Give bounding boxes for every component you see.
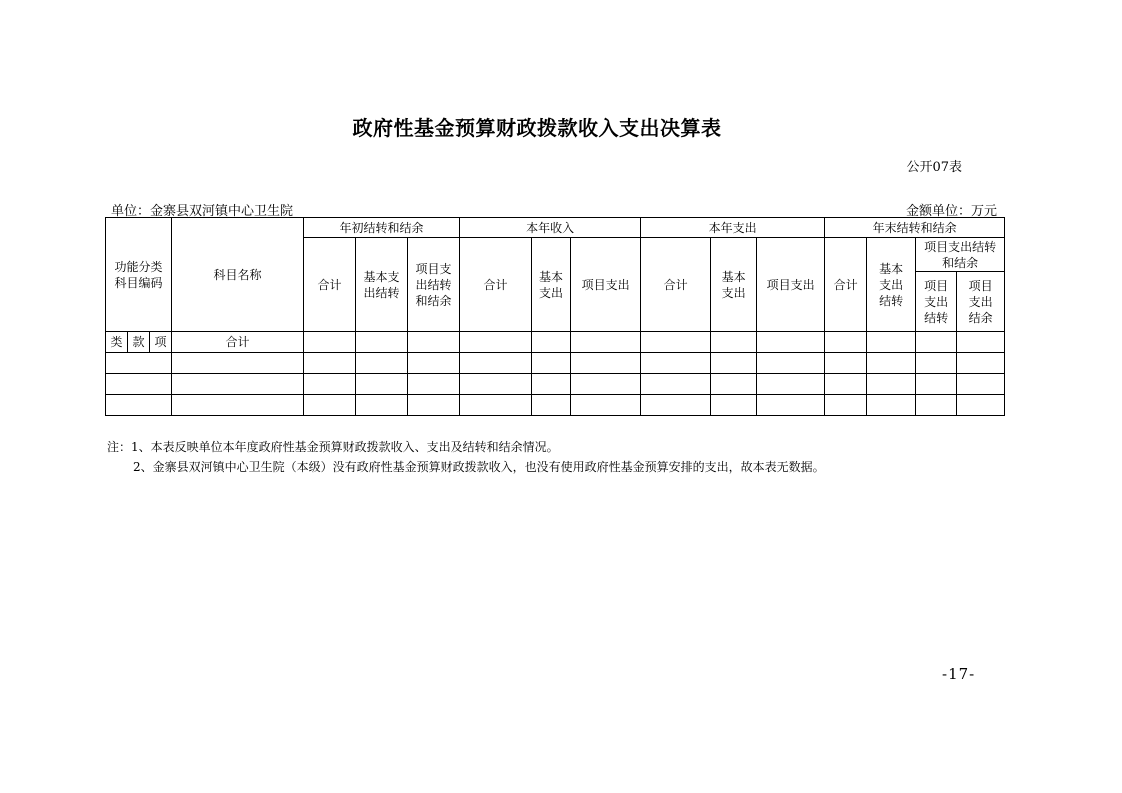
table-cell (408, 353, 460, 374)
table-cell (106, 353, 172, 374)
table-cell (304, 332, 356, 353)
table-cell (757, 374, 825, 395)
budget-table (105, 217, 1005, 416)
table-cell (172, 353, 304, 374)
table-cell (356, 332, 408, 353)
income-basic-header: 基本 支出 (532, 238, 571, 332)
table-cell (571, 374, 641, 395)
table-cell (408, 374, 460, 395)
empty-row (106, 395, 1005, 416)
table-cell (641, 353, 711, 374)
closing-project-carryover-header: 项目 支出 结转 (916, 272, 957, 332)
closing-project-balance-header: 项目 支出 结余 (957, 272, 1005, 332)
table-cell (460, 332, 532, 353)
table-cell (460, 353, 532, 374)
current-income-header: 本年收入 (460, 218, 641, 238)
table-cell (172, 374, 304, 395)
table-cell (916, 353, 957, 374)
table-cell (711, 332, 757, 353)
table-cell (304, 374, 356, 395)
table-cell (172, 395, 304, 416)
table-cell (711, 353, 757, 374)
table-cell (460, 374, 532, 395)
closing-basic-carryover-header: 基本 支出 结转 (867, 238, 916, 332)
table-cell (867, 374, 916, 395)
table-cell (825, 332, 867, 353)
table-cell (532, 353, 571, 374)
closing-balance-header: 年末结转和结余 (825, 218, 1005, 238)
income-total-header: 合计 (460, 238, 532, 332)
note-line-1: 注：1、本表反映单位本年度政府性基金预算财政拨款收入、支出及结转和结余情况。 (107, 440, 559, 454)
expenditure-basic-header: 基本 支出 (711, 238, 757, 332)
empty-row (106, 353, 1005, 374)
table-cell (825, 353, 867, 374)
empty-row (106, 374, 1005, 395)
table-cell (757, 353, 825, 374)
opening-project-carry-header: 项目支 出结转 和结余 (408, 238, 460, 332)
table-cell (106, 395, 172, 416)
table-cell (957, 353, 1005, 374)
table-cell (916, 395, 957, 416)
closing-project-carry-header: 项目支出结转 和结余 (916, 238, 1005, 272)
kuan-header: 款 (128, 332, 150, 353)
table-cell (916, 332, 957, 353)
table-cell (460, 395, 532, 416)
func-code-header: 功能分类 科目编码 (106, 218, 172, 332)
header-row-1 (106, 218, 1005, 238)
table-cell (957, 395, 1005, 416)
table-cell (304, 395, 356, 416)
table-cell (408, 395, 460, 416)
table-cell (867, 395, 916, 416)
amount-unit-label: 金额单位：万元 (905, 204, 997, 219)
expenditure-project-header: 项目支出 (757, 238, 825, 332)
table-cell (532, 395, 571, 416)
table-cell (106, 374, 172, 395)
current-expenditure-header: 本年支出 (641, 218, 825, 238)
income-project-header: 项目支出 (571, 238, 641, 332)
table-cell (867, 353, 916, 374)
table-cell (356, 353, 408, 374)
table-cell (571, 332, 641, 353)
table-cell (757, 395, 825, 416)
closing-total-header: 合计 (825, 238, 867, 332)
table-cell (825, 395, 867, 416)
opening-basic-carryover-header: 基本支 出结转 (356, 238, 408, 332)
table-cell (356, 374, 408, 395)
table-cell (825, 374, 867, 395)
table-cell (711, 374, 757, 395)
table-code: 公开07表 (906, 160, 962, 175)
table-cell (532, 374, 571, 395)
notes (107, 437, 825, 477)
unit-label: 单位：金寨县双河镇中心卫生院 (111, 204, 294, 219)
table-cell (356, 395, 408, 416)
opening-balance-header: 年初结转和结余 (304, 218, 460, 238)
xiang-header: 项 (150, 332, 172, 353)
total-row-label: 合计 (172, 332, 304, 353)
table-cell (957, 374, 1005, 395)
table-cell (957, 332, 1005, 353)
opening-total-header: 合计 (304, 238, 356, 332)
table-cell (757, 332, 825, 353)
table-cell (867, 332, 916, 353)
page-title: 政府性基金预算财政拨款收入支出决算表 (352, 116, 722, 140)
table-cell (641, 395, 711, 416)
table-cell (641, 332, 711, 353)
table-cell (641, 374, 711, 395)
subject-name-header: 科目名称 (172, 218, 304, 332)
table-cell (711, 395, 757, 416)
page-number: -17- (942, 665, 976, 683)
total-row (106, 332, 1005, 353)
lei-header: 类 (106, 332, 128, 353)
note-line-2: 2、金寨县双河镇中心卫生院（本级）没有政府性基金预算财政拨款收入，也没有使用政府性基金预算安排的支出，故本表无数据。 (133, 460, 825, 474)
table-cell (408, 332, 460, 353)
table-cell (916, 374, 957, 395)
expenditure-total-header: 合计 (641, 238, 711, 332)
table-cell (532, 332, 571, 353)
table-cell (571, 395, 641, 416)
table-cell (304, 353, 356, 374)
table-cell (571, 353, 641, 374)
